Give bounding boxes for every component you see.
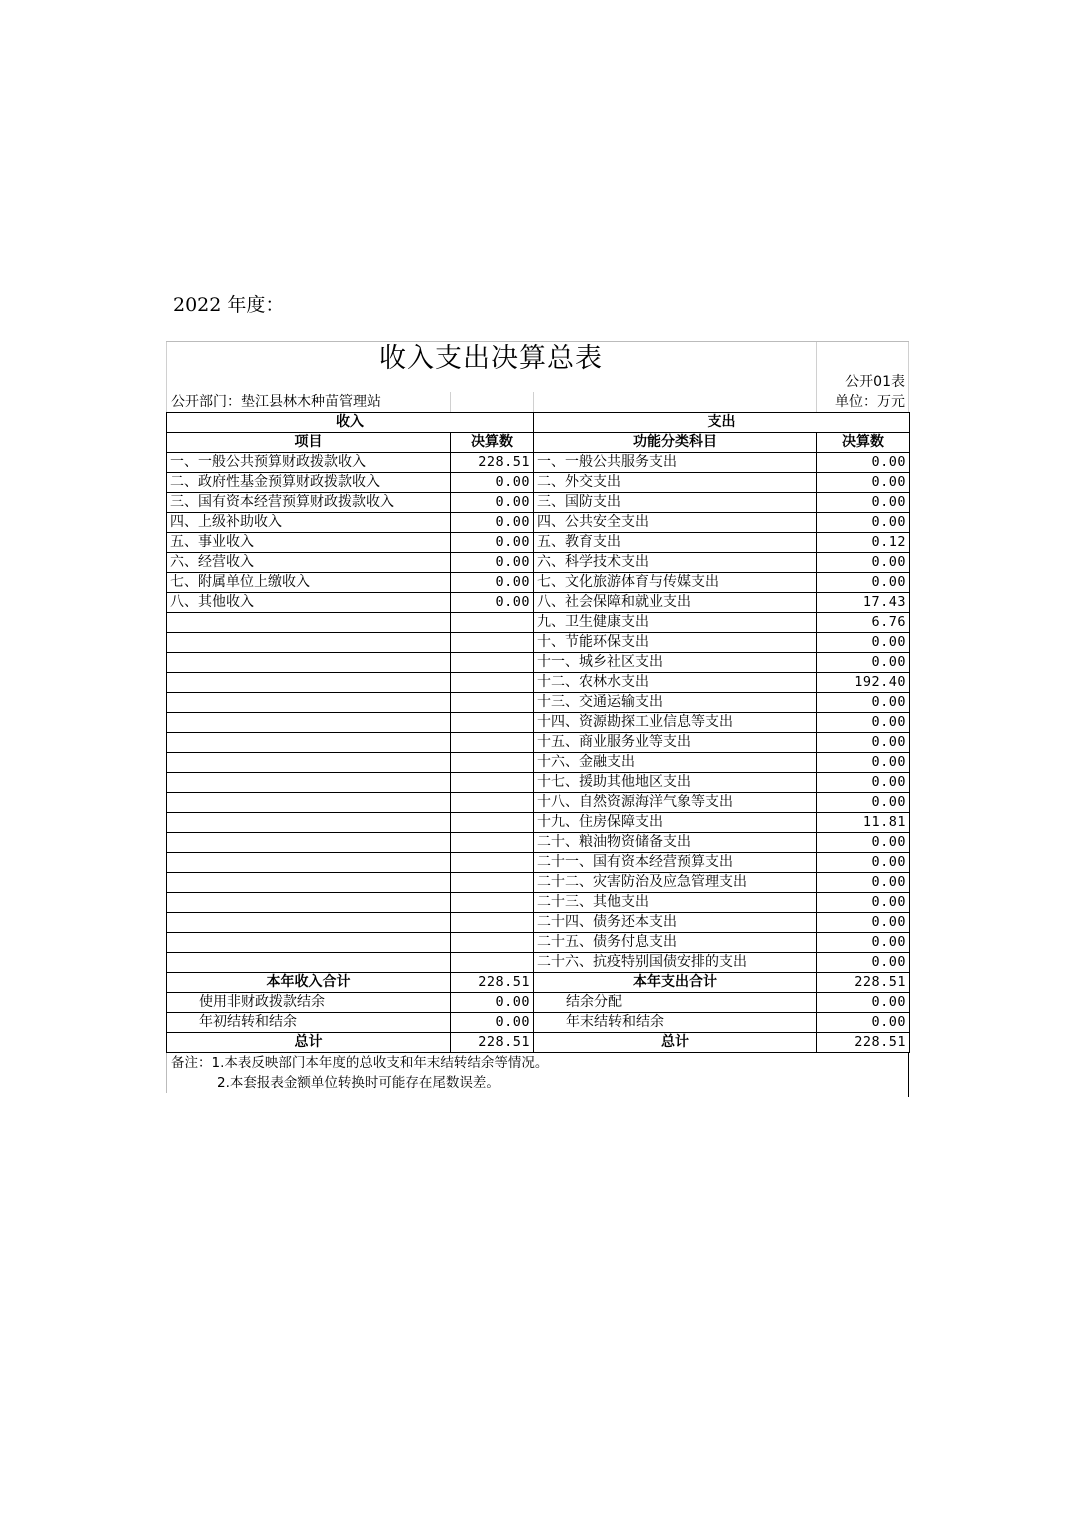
- income-item: [167, 773, 451, 793]
- income-amount: 0.00: [451, 473, 534, 493]
- income-item: [167, 693, 451, 713]
- income-amount: 0.00: [451, 573, 534, 593]
- year-label: 2022 年度：: [173, 294, 285, 316]
- note-2: 2.本套报表金额单位转换时可能存在尾数误差。: [217, 1075, 500, 1091]
- expense-amount: 0.00: [817, 853, 910, 873]
- table-row: [167, 613, 910, 633]
- table-row: [167, 933, 910, 953]
- department-label: 公开部门：垫江县林木种苗管理站: [171, 394, 381, 410]
- expense-amount: 0.00: [817, 573, 910, 593]
- expense-total-label: 本年支出合计: [534, 973, 817, 993]
- income-expense-sheet: [166, 341, 909, 1093]
- table-row: [167, 573, 910, 593]
- expense-amount: 0.00: [817, 633, 910, 653]
- income-item: [167, 933, 451, 953]
- expense-amount: 0.00: [817, 493, 910, 513]
- form-code-row: [166, 372, 909, 392]
- income-item: [167, 873, 451, 893]
- expense-item: 七、文化旅游体育与传媒支出: [534, 573, 817, 593]
- income-amount: [451, 893, 534, 913]
- grand-total-label: 总计: [167, 1033, 451, 1053]
- expense-amount: 0.00: [817, 753, 910, 773]
- income-item: [167, 733, 451, 753]
- income-amount: [451, 753, 534, 773]
- income-item: 七、附属单位上缴收入: [167, 573, 451, 593]
- col-amount-header: 决算数: [451, 433, 534, 453]
- expense-amount: 0.00: [817, 793, 910, 813]
- column-header-row: [167, 433, 910, 453]
- grand-total-income: 228.51: [451, 1033, 534, 1053]
- total-row: [167, 973, 910, 993]
- expense-item: 十一、城乡社区支出: [534, 653, 817, 673]
- income-item: 五、事业收入: [167, 533, 451, 553]
- income-amount: [451, 833, 534, 853]
- grand-total-label-2: 总计: [534, 1033, 817, 1053]
- title-row: [166, 341, 909, 372]
- expense-amount: 0.00: [817, 733, 910, 753]
- income-item: [167, 653, 451, 673]
- table-row: [167, 753, 910, 773]
- table-row: [167, 513, 910, 533]
- income-item: [167, 953, 451, 973]
- expense-amount: 0.00: [817, 453, 910, 473]
- grand-total-expense: 228.51: [817, 1033, 910, 1053]
- expense-amount: 0.00: [817, 773, 910, 793]
- table-row: [167, 733, 910, 753]
- income-amount: [451, 793, 534, 813]
- income-item: [167, 713, 451, 733]
- table-row: [167, 833, 910, 853]
- income-item: [167, 633, 451, 653]
- expense-amount: 0.00: [817, 653, 910, 673]
- extra-income-label: 使用非财政拨款结余: [167, 993, 451, 1013]
- expense-item: 十二、农林水支出: [534, 673, 817, 693]
- expense-item: 一、一般公共服务支出: [534, 453, 817, 473]
- expense-item: 八、社会保障和就业支出: [534, 593, 817, 613]
- expense-amount: 0.00: [817, 953, 910, 973]
- table-row: [167, 693, 910, 713]
- expense-amount: 17.43: [817, 593, 910, 613]
- expense-item: 二十三、其他支出: [534, 893, 817, 913]
- income-total-label: 本年收入合计: [167, 973, 451, 993]
- budget-table: [166, 412, 910, 1053]
- expense-item: 四、公共安全支出: [534, 513, 817, 533]
- table-row: [167, 713, 910, 733]
- section-header-row: [167, 413, 910, 433]
- table-row: [167, 953, 910, 973]
- income-item: [167, 893, 451, 913]
- income-amount: 0.00: [451, 593, 534, 613]
- expense-amount: 11.81: [817, 813, 910, 833]
- income-amount: [451, 853, 534, 873]
- expense-item: 六、科学技术支出: [534, 553, 817, 573]
- table-row: [167, 633, 910, 653]
- expense-item: 十八、自然资源海洋气象等支出: [534, 793, 817, 813]
- table-row: [167, 913, 910, 933]
- income-item: [167, 833, 451, 853]
- expense-item: 十、节能环保支出: [534, 633, 817, 653]
- income-item: 一、一般公共预算财政拨款收入: [167, 453, 451, 473]
- extra-income-amount: 0.00: [451, 993, 534, 1013]
- table-row: [167, 553, 910, 573]
- table-row: [167, 453, 910, 473]
- expense-item: 十九、住房保障支出: [534, 813, 817, 833]
- expense-amount: 6.76: [817, 613, 910, 633]
- income-amount: [451, 813, 534, 833]
- income-amount: [451, 693, 534, 713]
- income-item: [167, 613, 451, 633]
- income-amount: [451, 613, 534, 633]
- income-amount: [451, 913, 534, 933]
- expense-item: 十六、金融支出: [534, 753, 817, 773]
- col-item-header: 项目: [167, 433, 451, 453]
- income-amount: 0.00: [451, 513, 534, 533]
- table-row: [167, 993, 910, 1013]
- table-row: [167, 813, 910, 833]
- expense-item: 三、国防支出: [534, 493, 817, 513]
- income-amount: [451, 953, 534, 973]
- income-amount: [451, 733, 534, 753]
- form-code: 公开01表: [845, 374, 905, 390]
- table-row: [167, 773, 910, 793]
- expense-item: 二十五、债务付息支出: [534, 933, 817, 953]
- expense-amount: 0.00: [817, 893, 910, 913]
- income-amount: [451, 713, 534, 733]
- expense-item: 二十、粮油物资储备支出: [534, 833, 817, 853]
- income-amount: 0.00: [451, 493, 534, 513]
- expense-amount: 0.12: [817, 533, 910, 553]
- expense-amount: 0.00: [817, 713, 910, 733]
- expense-item: 二十四、债务还本支出: [534, 913, 817, 933]
- income-item: [167, 853, 451, 873]
- income-amount: [451, 873, 534, 893]
- income-amount: 228.51: [451, 453, 534, 473]
- table-row: [167, 793, 910, 813]
- extra-expense-label: 年末结转和结余: [534, 1013, 817, 1033]
- expense-amount: 0.00: [817, 473, 910, 493]
- income-amount: [451, 673, 534, 693]
- expense-amount: 192.40: [817, 673, 910, 693]
- col-function-header: 功能分类科目: [534, 433, 817, 453]
- income-amount: [451, 933, 534, 953]
- income-total: 228.51: [451, 973, 534, 993]
- expense-amount: 0.00: [817, 913, 910, 933]
- income-item: 八、其他收入: [167, 593, 451, 613]
- extra-income-label: 年初结转和结余: [167, 1013, 451, 1033]
- expense-amount: 0.00: [817, 933, 910, 953]
- expense-item: 九、卫生健康支出: [534, 613, 817, 633]
- expense-amount: 0.00: [817, 833, 910, 853]
- expense-amount: 0.00: [817, 513, 910, 533]
- income-item: [167, 673, 451, 693]
- table-row: [167, 653, 910, 673]
- income-item: 六、经营收入: [167, 553, 451, 573]
- notes: [166, 1053, 909, 1093]
- income-amount: [451, 653, 534, 673]
- extra-expense-label: 结余分配: [534, 993, 817, 1013]
- table-row: [167, 673, 910, 693]
- table-row: [167, 493, 910, 513]
- note-1: 备注：1.本表反映部门本年度的总收支和年末结转结余等情况。: [171, 1055, 549, 1071]
- income-item: [167, 813, 451, 833]
- expense-item: 二、外交支出: [534, 473, 817, 493]
- income-item: [167, 753, 451, 773]
- extra-income-amount: 0.00: [451, 1013, 534, 1033]
- expense-total: 228.51: [817, 973, 910, 993]
- income-amount: [451, 633, 534, 653]
- expense-amount: 0.00: [817, 693, 910, 713]
- table-row: [167, 593, 910, 613]
- expense-item: 二十六、抗疫特别国债安排的支出: [534, 953, 817, 973]
- table-row: [167, 893, 910, 913]
- extra-expense-amount: 0.00: [817, 993, 910, 1013]
- table-row: [167, 853, 910, 873]
- expense-item: 十七、援助其他地区支出: [534, 773, 817, 793]
- expense-item: 十四、资源勘探工业信息等支出: [534, 713, 817, 733]
- unit-label: 单位：万元: [835, 394, 905, 410]
- income-item: 四、上级补助收入: [167, 513, 451, 533]
- income-item: 二、政府性基金预算财政拨款收入: [167, 473, 451, 493]
- table-title: 收入支出决算总表: [379, 343, 603, 374]
- expense-item: 十五、商业服务业等支出: [534, 733, 817, 753]
- expense-item: 十三、交通运输支出: [534, 693, 817, 713]
- table-row: [167, 1013, 910, 1033]
- income-header: 收入: [167, 413, 534, 433]
- table-row: [167, 533, 910, 553]
- income-item: 三、国有资本经营预算财政拨款收入: [167, 493, 451, 513]
- col-amount2-header: 决算数: [817, 433, 910, 453]
- income-item: [167, 793, 451, 813]
- grand-total-row: [167, 1033, 910, 1053]
- expense-header: 支出: [534, 413, 910, 433]
- expense-amount: 0.00: [817, 873, 910, 893]
- income-amount: 0.00: [451, 533, 534, 553]
- expense-amount: 0.00: [817, 553, 910, 573]
- table-row: [167, 873, 910, 893]
- expense-item: 二十二、灾害防治及应急管理支出: [534, 873, 817, 893]
- expense-item: 五、教育支出: [534, 533, 817, 553]
- table-row: [167, 473, 910, 493]
- department-row: [166, 392, 909, 412]
- expense-item: 二十一、国有资本经营预算支出: [534, 853, 817, 873]
- income-amount: 0.00: [451, 553, 534, 573]
- extra-expense-amount: 0.00: [817, 1013, 910, 1033]
- income-amount: [451, 773, 534, 793]
- income-item: [167, 913, 451, 933]
